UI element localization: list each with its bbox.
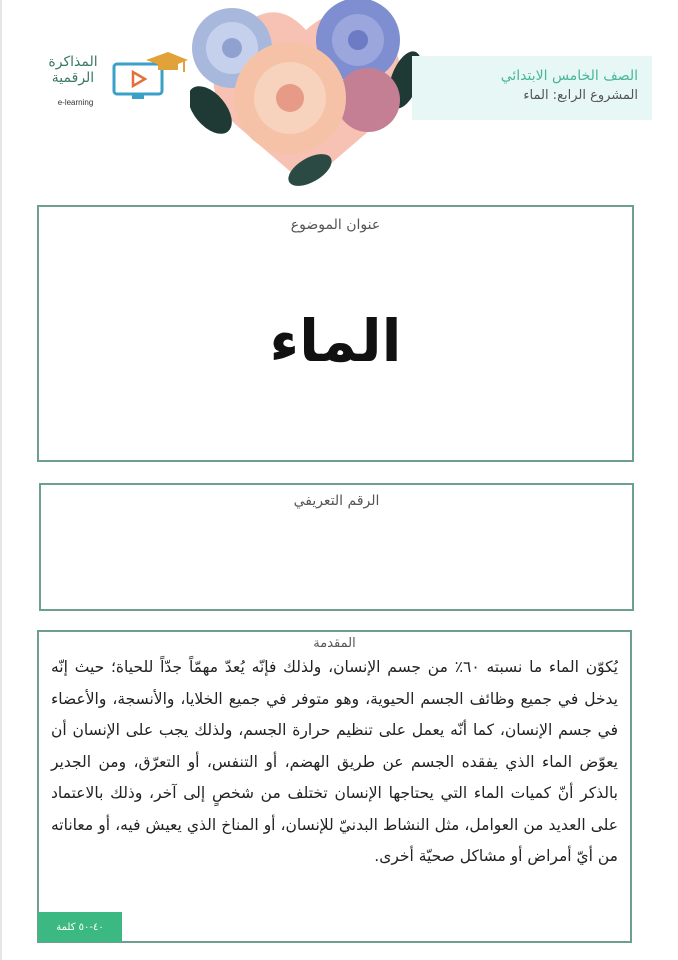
graduation-cap-icon xyxy=(146,52,188,72)
topic-title-label: عنوان الموضوع xyxy=(290,217,381,233)
grade-label: الصف الخامس الابتدائي xyxy=(500,68,638,84)
grade-banner xyxy=(412,56,652,120)
logo-subtitle: e-learning xyxy=(57,98,94,107)
introduction-box xyxy=(37,630,632,943)
id-box xyxy=(39,483,634,611)
introduction-label: المقدمة xyxy=(313,636,356,651)
introduction-text: يُكوّن الماء ما نسبته ٦٠٪ من جسم الإنسان، ولذلك فإنّه يُعدّ مهمّاً جدّاً للحياة؛ حيث إنّه يدخل في جميع وظائف الجسم الحيوية، وهو متوفر في جميع الخلايا، والأنسجة، والأعضاء في جسم الإنسان، كما أنّه يعمل على تنظيم حرارة الجسم، ولذلك يجب على الإنسان أن يعوّض الماء الذي يفقده الجسم عن طريق الهضم، أو التنفس، أو التعرّق، ومن الجدير بالذكر أنّ كميات الماء التي يحتاجها الإنسان تختلف من شخصٍ إلى آخر، وذلك بالاعتماد على العديد من العوامل، مثل النشاط البدنيّ للإنسان، أو المناخ الذي يعيش فيه، أو معاناته من أيّ أمراض أو مشاكل صحيّة أخرى. xyxy=(51,658,618,865)
logo xyxy=(38,44,188,124)
word-count-badge: ٤٠-٥٠ كلمة xyxy=(38,912,122,942)
flower-decoration xyxy=(190,0,422,190)
id-label: الرقم التعريفي xyxy=(293,493,380,509)
logo-name: المذاكرة الرقمية xyxy=(48,54,98,86)
topic-title: الماء xyxy=(269,307,402,375)
topic-title-box xyxy=(37,205,634,462)
project-label: المشروع الرابع: الماء xyxy=(523,88,638,103)
monitor-play-icon xyxy=(112,50,188,100)
